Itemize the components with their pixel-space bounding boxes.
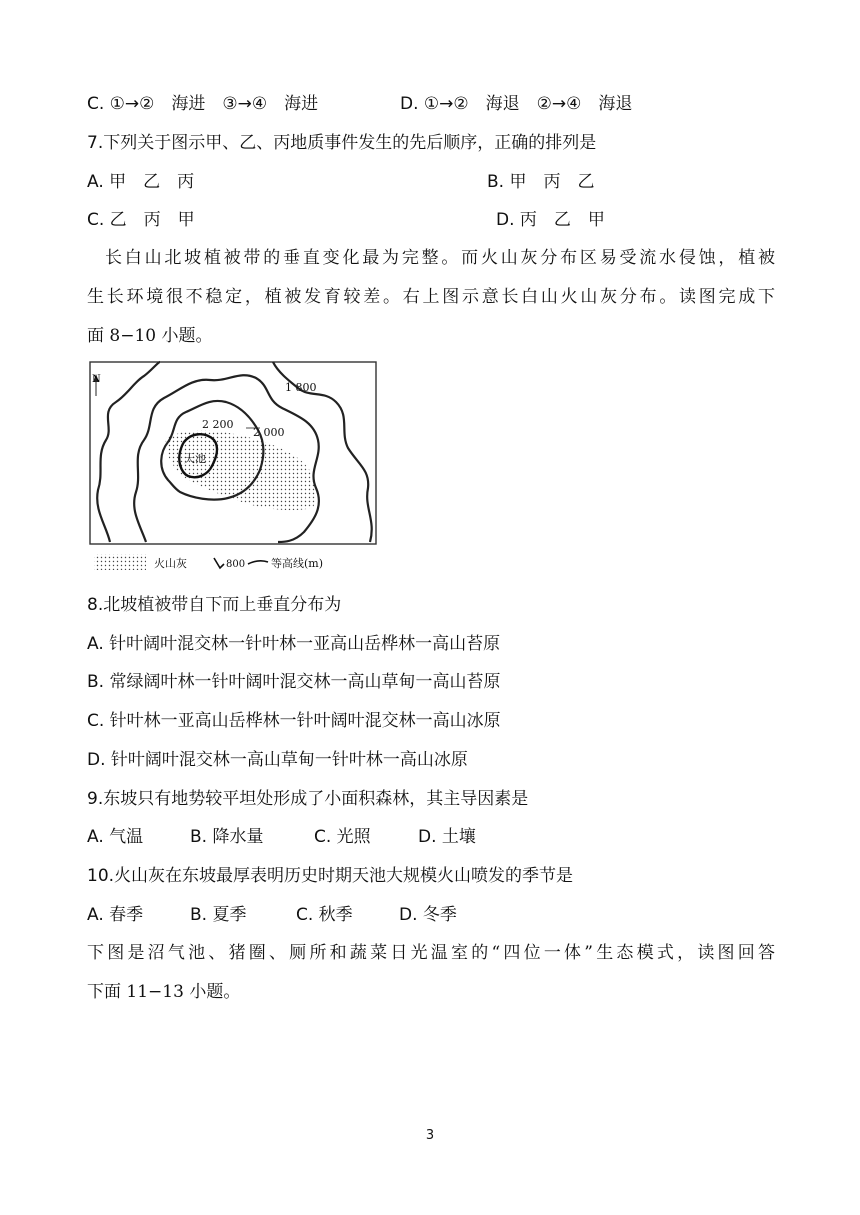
q10-option-a: A. 春季 <box>87 905 144 925</box>
q8-option-b: B. 常绿阔叶林一针叶阔叶混交林一高山草甸一高山苔原 <box>87 672 501 692</box>
north-label: N <box>92 374 101 385</box>
q10-option-b: B. 夏季 <box>190 905 247 925</box>
legend-contour-label: 等高线(m) <box>271 557 324 570</box>
volcanic-ash-map <box>88 360 378 580</box>
q10-stem: 10.火山灰在东坡最厚表明历史时期天池大规模火山喷发的季节是 <box>87 866 574 886</box>
q8-stem: 8.北坡植被带自下而上垂直分布为 <box>87 595 342 615</box>
passage-2-line-1: 下图是沼气池、猪圈、厕所和蔬菜日光温室的“四位一体”生态模式，读图回答 <box>87 943 775 963</box>
tianchi-label: 天池 <box>184 452 206 465</box>
q7-option-b: B. 甲 丙 乙 <box>487 172 595 192</box>
passage-1-line-1: 长白山北坡植被带的垂直变化最为完整。而火山灰分布区易受流水侵蚀，植被 <box>105 248 775 268</box>
q9-option-c: C. 光照 <box>314 827 371 847</box>
q7-option-d: D. 丙 乙 甲 <box>496 210 605 230</box>
passage-2-line-2: 下面 11−13 小题。 <box>87 982 241 1002</box>
q6-option-d: D. ①→② 海退 ②→④ 海退 <box>400 94 633 114</box>
contour-label-2200: 2 200 <box>202 418 234 431</box>
q9-option-b: B. 降水量 <box>190 827 264 847</box>
q9-option-a: A. 气温 <box>87 827 144 847</box>
contour-label-1800: 1 800 <box>285 381 317 394</box>
q8-option-c: C. 针叶林一亚高山岳桦林一针叶阔叶混交林一高山冰原 <box>87 711 501 731</box>
legend-ash-label: 火山灰 <box>154 557 187 570</box>
q10-option-c: C. 秋季 <box>296 905 353 925</box>
q9-stem: 9.东坡只有地势较平坦处形成了小面积森林，其主导因素是 <box>87 789 529 809</box>
q7-stem: 7.下列关于图示甲、乙、丙地质事件发生的先后顺序，正确的排列是 <box>87 133 597 153</box>
q9-option-d: D. 土壤 <box>418 827 476 847</box>
q8-option-a: A. 针叶阔叶混交林一针叶林一亚高山岳桦林一高山苔原 <box>87 634 501 654</box>
q10-option-d: D. 冬季 <box>399 905 457 925</box>
legend-contour-value: 800 <box>226 559 246 570</box>
page-number: 3 <box>425 1128 435 1143</box>
passage-1-line-2: 生长环境很不稳定，植被发育较差。右上图示意长白山火山灰分布。读图完成下 <box>87 287 775 307</box>
map-legend <box>94 554 323 570</box>
contour-label-2000: 2 000 <box>253 426 285 439</box>
q7-option-a: A. 甲 乙 丙 <box>87 172 195 192</box>
q8-option-d: D. 针叶阔叶混交林一高山草甸一针叶林一高山冰原 <box>87 750 468 770</box>
q7-option-c: C. 乙 丙 甲 <box>87 210 195 230</box>
passage-1-line-3: 面 8−10 小题。 <box>87 326 213 346</box>
q6-option-c: C. ①→② 海进 ③→④ 海进 <box>87 94 319 114</box>
